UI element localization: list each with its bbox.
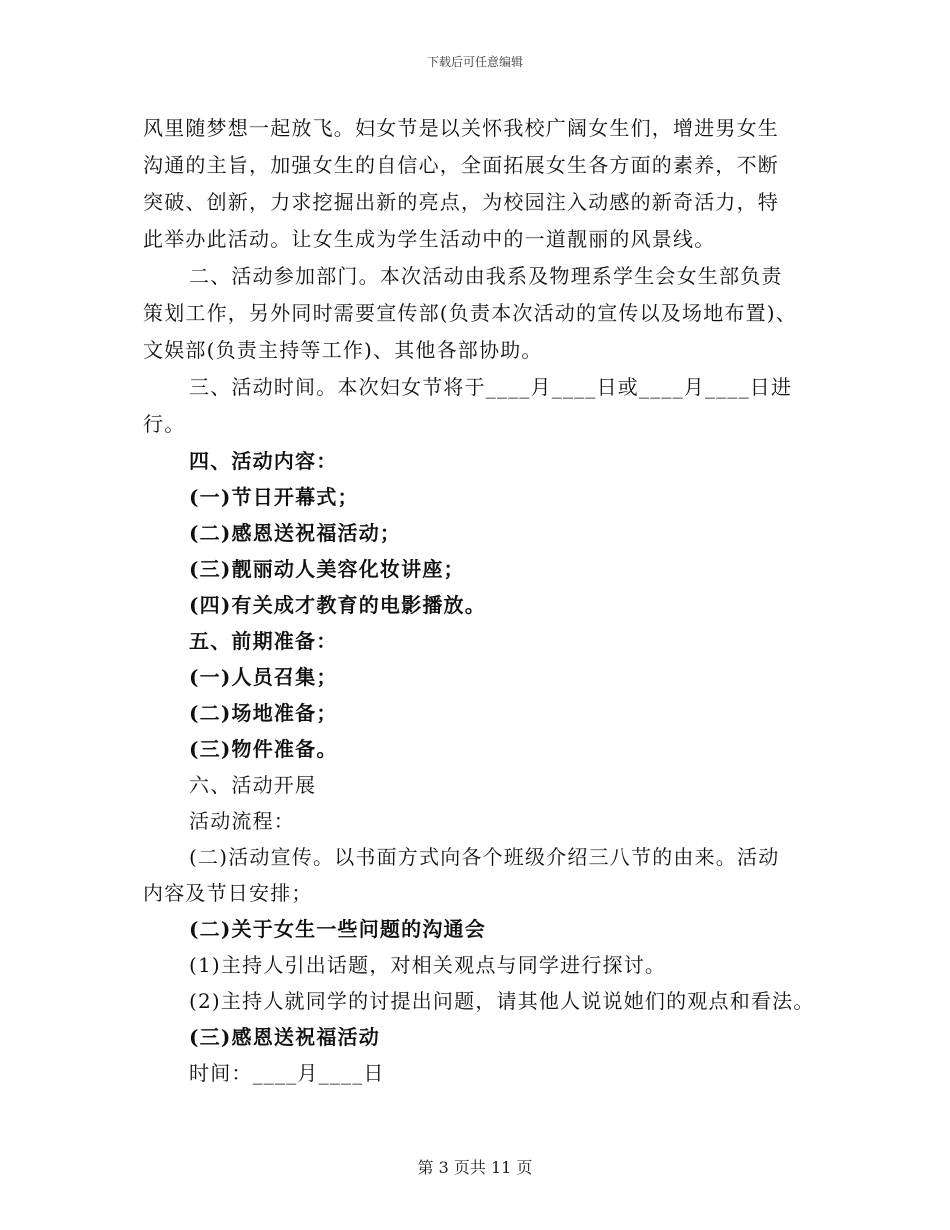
list-item: (一)人员召集； xyxy=(189,665,338,689)
list-item: (一)节日开幕式； xyxy=(189,485,359,509)
body-line: 时间：____月____日 xyxy=(189,1061,385,1085)
body-line: 活动流程： xyxy=(189,809,295,833)
subsection-heading: (二)关于女生一些问题的沟通会 xyxy=(189,917,486,941)
subsection-heading: (三)感恩送祝福活动 xyxy=(189,1025,380,1049)
list-item: (二)感恩送祝福活动； xyxy=(189,521,402,545)
body-line: 风里随梦想一起放飞。妇女节是以关怀我校广阔女生们，增进男女生 xyxy=(143,116,779,140)
section-heading-activities: 六、活动开展 xyxy=(189,773,317,797)
body-line: 内容及节日安排； xyxy=(143,881,313,905)
body-line: 策划工作，另外同时需要宣传部(负责本次活动的宣传以及场地布置)、 xyxy=(143,301,798,325)
list-item: (1)主持人引出话题，对相关观点与同学进行探讨。 xyxy=(189,953,667,977)
body-line: 行。 xyxy=(143,412,186,436)
section-heading-content: 四、活动内容： xyxy=(189,449,338,473)
body-line: 沟通的主旨，加强女生的自信心，全面拓展女生各方面的素养，不断 xyxy=(143,153,779,177)
list-item: (四)有关成才教育的电影播放。 xyxy=(189,593,486,617)
body-line: 此举办此活动。让女生成为学生活动中的一道靓丽的风景线。 xyxy=(143,227,716,251)
body-line: (二)活动宣传。以书面方式向各个班级介绍三八节的由来。活动 xyxy=(189,845,780,869)
list-item: (二)场地准备； xyxy=(189,701,338,725)
section-heading-departments: 二、活动参加部门。本次活动由我系及物理系学生会女生部负责 xyxy=(189,264,783,288)
page-footer: 第 3 页共 11 页 xyxy=(417,1158,533,1177)
list-item: (2)主持人就同学的讨提出问题，请其他人说说她们的观点和看法。 xyxy=(189,989,815,1013)
list-item: (三)物件准备。 xyxy=(189,737,338,761)
page-header: 下载后可任意编辑 xyxy=(426,55,523,69)
document-body xyxy=(143,110,813,1091)
section-heading-time: 三、活动时间。本次妇女节将于____月____日或____月____日进 xyxy=(189,375,793,399)
section-heading-preparation: 五、前期准备： xyxy=(189,629,338,653)
list-item: (三)靓丽动人美容化妆讲座； xyxy=(189,557,465,581)
body-line: 突破、创新，力求挖掘出新的亮点，为校园注入动感的新奇活力，特 xyxy=(143,190,779,214)
body-line: 文娱部(负责主持等工作)、其他各部协助。 xyxy=(143,338,543,362)
